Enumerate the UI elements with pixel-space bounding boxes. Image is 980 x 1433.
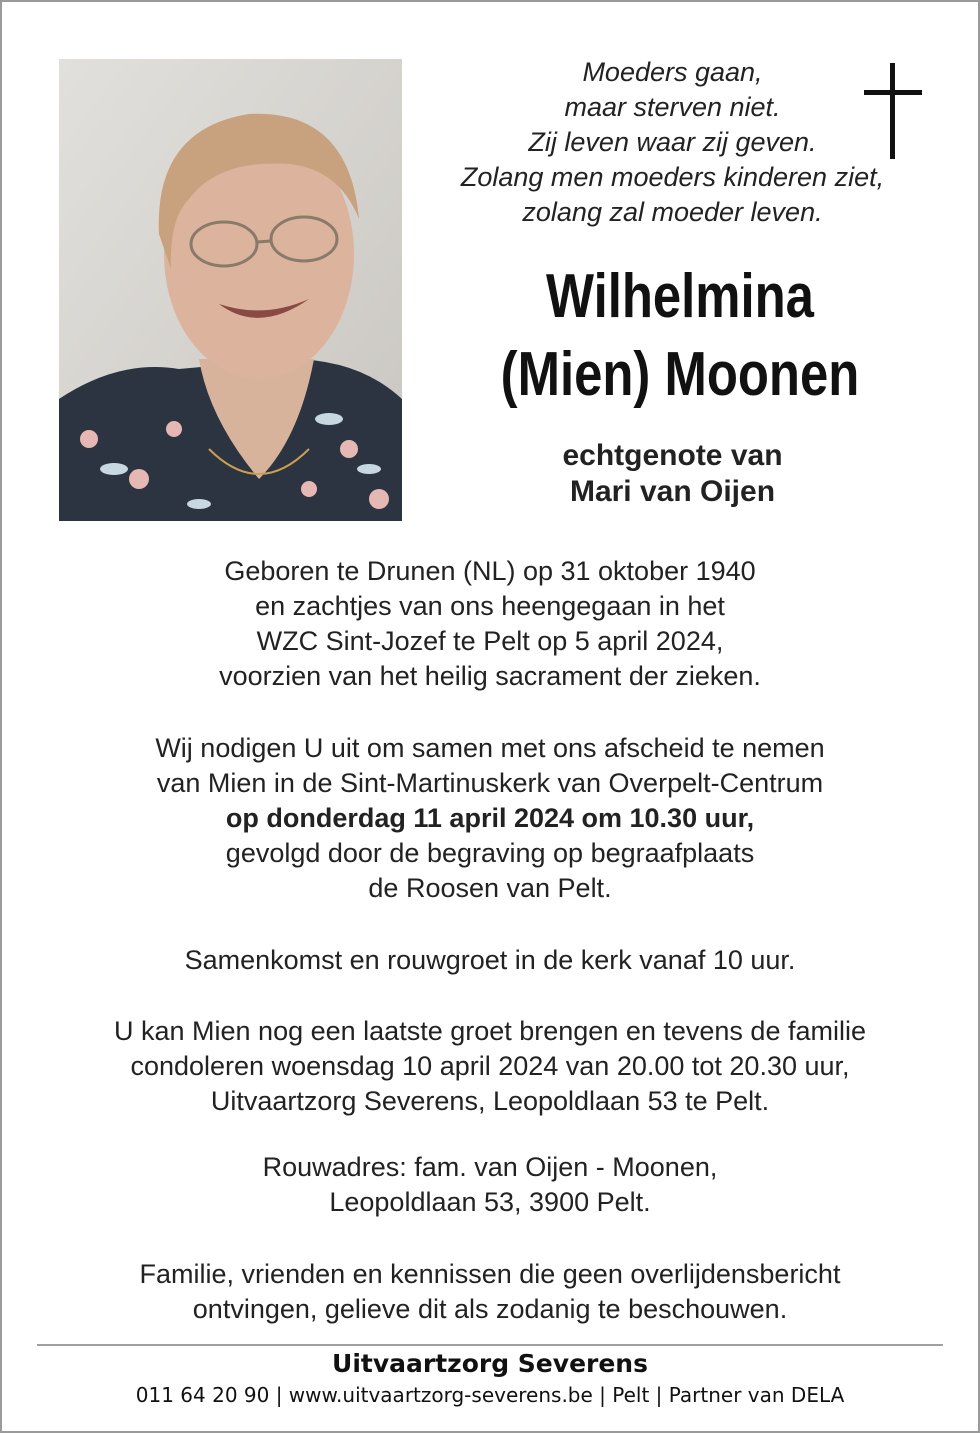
text-line: Wij nodigen U uit om samen met ons afscheid te nemen	[155, 733, 825, 763]
text-line: de Roosen van Pelt.	[368, 873, 612, 903]
text-line: Samenkomst en rouwgroet in de kerk vanaf 10 uur.	[184, 945, 796, 975]
ceremony-date: op donderdag 11 april 2024 om 10.30 uur,	[225, 803, 755, 833]
text-line: U kan Mien nog een laatste groet brengen en tevens de familie	[114, 1016, 866, 1046]
cross-icon	[864, 63, 922, 159]
text-line: WZC Sint-Jozef te Pelt op 5 april 2024,	[256, 626, 724, 656]
text-line: gevolgd door de begraving op begraafplaats	[225, 838, 755, 868]
text-line: Uitvaartzorg Severens, Leopoldlaan 53 te Pelt.	[210, 1086, 770, 1116]
visit-paragraph	[20, 1014, 960, 1119]
text-line: condoleren woensdag 10 april 2024 van 20.00 tot 20.30 uur,	[130, 1051, 850, 1081]
portrait-photo	[59, 59, 402, 521]
funeral-home-contact: 011 64 20 90 | www.uitvaartzorg-severens.be | Pelt | Partner van DELA	[135, 1383, 845, 1407]
memorial-poem	[410, 55, 935, 230]
poem-line: Moeders gaan,	[582, 57, 763, 87]
poem-line: maar sterven niet.	[564, 92, 781, 122]
footer-divider	[37, 1344, 943, 1346]
text-line: ontvingen, gelieve dit als zodanig te beschouwen.	[192, 1294, 788, 1324]
text-line: Rouwadres: fam. van Oijen - Moonen,	[262, 1152, 718, 1182]
spouse-info	[410, 438, 935, 510]
funeral-home-name: Uitvaartzorg Severens	[332, 1349, 648, 1378]
text-line: Geboren te Drunen (NL) op 31 oktober 1940	[224, 556, 756, 586]
birth-death-paragraph	[20, 554, 960, 694]
name-first: Wilhelmina	[546, 262, 814, 331]
notice-paragraph	[20, 1257, 960, 1327]
text-line: voorzien van het heilig sacrament der zieken.	[219, 661, 761, 691]
name-full: (Mien) Moonen	[500, 340, 860, 409]
spouse-relation: echtgenote van	[562, 439, 783, 472]
text-line: Leopoldlaan 53, 3900 Pelt.	[329, 1187, 651, 1217]
deceased-name	[459, 258, 902, 414]
gathering-paragraph	[20, 943, 960, 978]
poem-line: Zij leven waar zij geven.	[528, 127, 817, 157]
invitation-paragraph	[20, 731, 960, 906]
text-line: van Mien in de Sint-Martinuskerk van Overpelt-Centrum	[156, 768, 824, 798]
text-line: Familie, vrienden en kennissen die geen overlijdensbericht	[139, 1259, 841, 1289]
address-paragraph	[20, 1150, 960, 1220]
text-line: en zachtjes van ons heengegaan in het	[255, 591, 725, 621]
spouse-name: Mari van Oijen	[569, 475, 776, 508]
poem-line: Zolang men moeders kinderen ziet,	[460, 162, 885, 192]
poem-line: zolang zal moeder leven.	[522, 197, 823, 227]
